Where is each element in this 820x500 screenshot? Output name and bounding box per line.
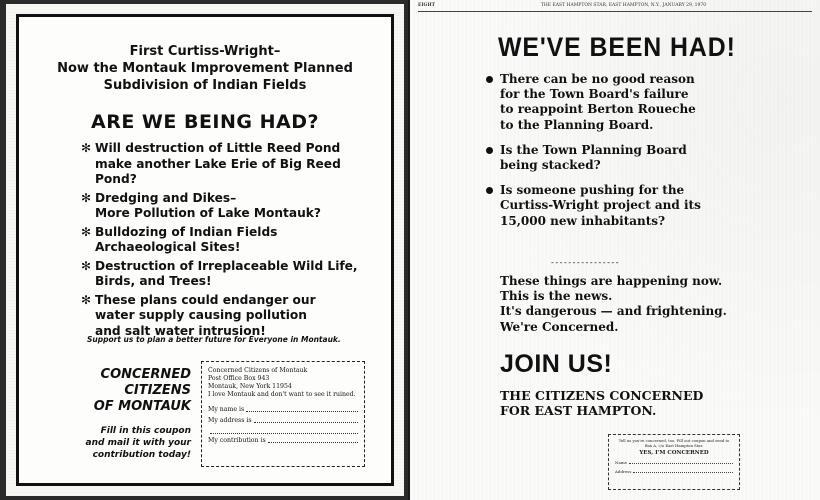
left-bullet-item: [81, 293, 381, 340]
left-headline-line: Now the Montauk Improvement Planned: [57, 61, 353, 76]
right-bullet-item: [486, 143, 726, 173]
bullet-dot-icon: [486, 187, 493, 194]
left-support-line: Support us to plan a better future for Everyone in Montauk.: [87, 335, 341, 344]
running-head: [418, 3, 812, 12]
coupon-line: Concerned Citizens of Montauk: [208, 367, 308, 374]
left-bullet-item: [81, 141, 381, 188]
join-heading: JOIN US!: [500, 350, 613, 378]
right-bullet-text: Is someone pushing for the Curtiss-Wright project and its 15,000 new inhabitants?: [500, 183, 701, 228]
left-bullet-text: Will destruction of Little Reed Pond make another Lake Erie of Big Reed Pond?: [95, 141, 341, 186]
left-advertisement: [16, 14, 394, 486]
dotted-line: [210, 428, 358, 434]
left-bullet-text: Bulldozing of Indian Fields Archaeological Sites!: [95, 224, 278, 254]
coupon-intro-line: Box A, c/o East Hampton Star.: [644, 443, 704, 448]
coupon-line: I love Montauk and don't want to see it ruined.: [208, 391, 356, 398]
left-headline-line: First Curtiss-Wright–: [129, 44, 281, 59]
left-title: ARE WE BEING HAD?: [90, 111, 320, 133]
right-bullet-text: Is the Town Planning Board being stacked?: [500, 142, 687, 173]
dotted-line: [629, 460, 733, 464]
left-fill-in-note: Fill in this coupon and mail it with your contribution today!: [85, 426, 191, 460]
coupon-line: Montauk, New York 11954: [208, 383, 292, 390]
left-coupon: [201, 361, 365, 467]
left-bullet-text: These plans could endanger our water supply causing pollution and salt water intrusion!: [95, 292, 316, 338]
dashed-separator: ----------------: [550, 258, 620, 267]
right-coupon: [608, 434, 740, 490]
right-paragraph: These things are happening now. This is the news. It's dangerous — and frightening. We're Concerned.: [500, 274, 727, 334]
right-bullet-list: [486, 72, 726, 239]
coupon-address-field: [615, 469, 733, 474]
right-bullet-item: [486, 183, 726, 229]
running-head-text: THE EAST HAMPTON STAR, EAST HAMPTON, N.Y., JANUARY 29, 1970: [540, 3, 707, 8]
coupon-contribution-label: My contribution is: [208, 437, 266, 444]
asterisk-icon: ✻: [81, 190, 92, 205]
asterisk-icon: ✻: [81, 141, 92, 155]
coupon-intro-line: Tell us you're concerned, too. Fill out coupon and send to: [618, 438, 730, 443]
dotted-line: [268, 437, 358, 443]
dotted-line: [254, 417, 359, 423]
left-bullet-item: [81, 225, 381, 256]
asterisk-icon: ✻: [81, 292, 92, 307]
left-headline-line: Subdivision of Indian Fields: [103, 78, 307, 93]
coupon-address-label: Address: [615, 469, 632, 474]
right-title: WE'VE BEEN HAD!: [498, 32, 736, 62]
asterisk-icon: ✻: [81, 258, 92, 273]
coupon-blank-line: [208, 428, 358, 434]
left-bullet-text: Dredging and Dikes– More Pollution of Lake Montauk?: [95, 190, 321, 220]
citizens-signature: THE CITIZENS CONCERNED FOR EAST HAMPTON.: [500, 388, 704, 418]
coupon-name-label: My name is: [208, 406, 245, 413]
page-number: EIGHT: [418, 3, 435, 8]
left-headline: [19, 43, 391, 94]
left-bullet-item: [81, 259, 381, 290]
coupon-name-field: [615, 460, 733, 465]
right-newspaper-page: [410, 0, 820, 500]
left-bullet-item: [81, 191, 381, 222]
coupon-address-field: [208, 417, 358, 425]
coupon-name-field: [208, 406, 358, 414]
coupon-contribution-field: [208, 437, 358, 445]
bullet-dot-icon: [486, 147, 493, 154]
left-page-scan: [0, 0, 408, 500]
coupon-address-label: My address is: [208, 417, 252, 424]
left-bullet-list: [81, 141, 381, 342]
coupon-line: Post Office Box 943: [208, 375, 270, 382]
left-org-name: CONCERNED CITIZENS OF MONTAUK: [93, 367, 191, 414]
right-bullet-text: There can be no good reason for the Town Board's failure to reappoint Berton Roueche to the Planning Board.: [500, 72, 696, 132]
bullet-dot-icon: [486, 76, 493, 83]
asterisk-icon: ✻: [81, 224, 92, 239]
left-newspaper-page: [6, 4, 404, 496]
dotted-line: [246, 406, 358, 412]
right-bullet-item: [486, 72, 726, 133]
left-bullet-text: Destruction of Irreplaceable Wild Life, Birds, and Trees!: [95, 258, 358, 288]
dotted-line: [633, 469, 733, 473]
coupon-name-label: Name: [615, 460, 628, 465]
coupon-yes-heading: YES, I'M CONCERNED: [639, 450, 709, 456]
